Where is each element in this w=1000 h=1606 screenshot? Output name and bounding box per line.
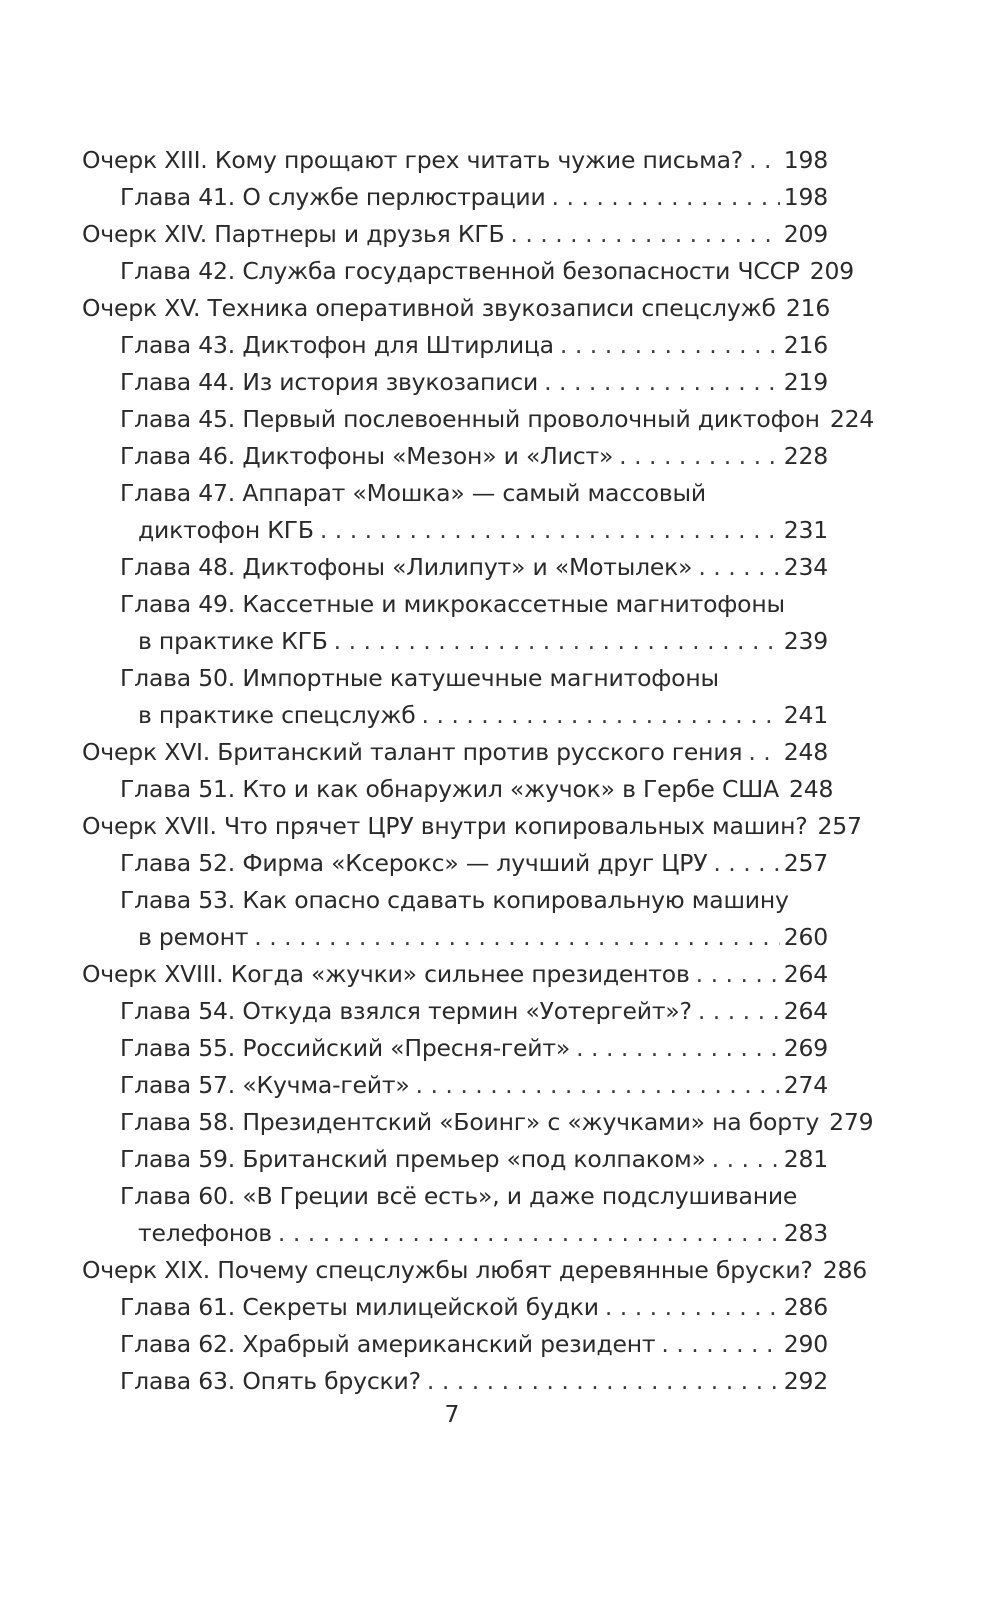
toc-entry-title: Глава 58. Президентский «Боинг» с «жучками» на борту [120,1108,820,1136]
dot-leader [698,549,779,586]
toc-entry-title: Глава 44. Из история звукозаписи [120,368,539,396]
dot-leader [605,1289,780,1326]
dot-leader [427,1363,780,1400]
toc-entry-title: Глава 59. Британский премьер «под колпаком» [120,1145,706,1173]
toc-line [82,771,834,808]
dot-leader [560,327,780,364]
toc-chapter-entry [82,1289,828,1326]
toc-entry-title: Глава 41. О службе перлюстрации [120,183,546,211]
toc-chapter-entry [82,1141,828,1178]
toc-chapter-entry [82,401,875,438]
toc-line [82,1104,874,1141]
toc-chapter-entry [82,475,828,549]
toc-chapter-entry [82,845,828,882]
dot-leader [254,919,779,956]
page-number: 7 [444,1400,460,1428]
toc-page-number: 241 [783,701,828,729]
toc-line [82,697,828,734]
toc-entry-title: Глава 55. Российский «Пресня-гейт» [120,1034,571,1062]
toc-line [82,1141,828,1178]
toc-entry-title: Глава 57. «Кучма-гейт» [120,1071,410,1099]
toc-line [82,808,862,845]
toc-entry-title: Глава 48. Диктофоны «Лилипут» и «Мотылек» [120,553,693,581]
toc-entry-title: Глава 63. Опять бруски? [120,1367,421,1395]
toc-entry-title: Глава 49. Кассетные и микрокассетные магнитофоны [120,590,785,618]
toc-entry-title: телефонов [138,1219,272,1247]
toc-chapter-entry [82,1326,828,1363]
toc-section-entry [82,956,828,993]
toc-line [82,327,828,364]
toc-line [82,956,828,993]
toc-line [82,179,828,216]
toc-entry-title: Глава 46. Диктофоны «Мезон» и «Лист» [120,442,614,470]
toc-line [82,253,855,290]
toc-page-number: 292 [783,1367,828,1395]
toc-line [82,1178,828,1215]
dot-leader [416,1067,780,1104]
toc-entry-title: Очерк XVIII. Когда «жучки» сильнее президентов [82,960,690,988]
dot-leader [278,1215,780,1252]
toc-section-entry [82,734,828,771]
toc-line [82,623,828,660]
toc-entry-title: в практике спецслужб [138,701,416,729]
dot-leader [544,364,780,401]
toc-line [82,1252,867,1289]
dot-leader [712,1141,780,1178]
dot-leader [748,734,779,771]
toc-entry-title: Глава 53. Как опасно сдавать копировальную машину [120,886,789,914]
toc-entry-title: Глава 51. Кто и как обнаружил «жучок» в Гербе США [120,775,779,803]
toc-line [82,993,828,1030]
toc-page-number: 216 [785,294,831,322]
toc-line [82,512,828,549]
toc-line [82,1067,828,1104]
toc-line [82,882,828,919]
toc-entry-title: Глава 52. Фирма «Ксерокс» — лучший друг ЦРУ [120,849,708,877]
toc-line [82,1363,828,1400]
toc-line [82,660,828,697]
toc-entry-title: Глава 43. Диктофон для Штирлица [120,331,554,359]
toc-entry-title: Глава 45. Первый послевоенный проволочный диктофон [120,405,820,433]
dot-leader [552,179,780,216]
toc-page-number: 198 [783,146,828,174]
toc-page-number: 290 [783,1330,828,1358]
toc-page-number: 219 [783,368,828,396]
toc-chapter-entry [82,438,828,475]
toc-entry-title: Глава 62. Храбрый американский резидент [120,1330,656,1358]
toc-chapter-entry [82,1104,874,1141]
table-of-contents [82,142,875,1400]
dot-leader [661,1326,779,1363]
toc-entry-title: Очерк XVI. Британский талант против русского гения [82,738,743,766]
toc-line [82,438,828,475]
dot-leader [713,845,779,882]
toc-entry-title: Глава 50. Импортные катушечные магнитофоны [120,664,719,692]
toc-page-number: 224 [829,405,875,433]
toc-entry-title: Очерк XIX. Почему спецслужбы любят деревянные бруски? [82,1256,813,1284]
toc-page-number: 274 [783,1071,828,1099]
dot-leader [510,216,779,253]
toc-section-entry [82,290,831,327]
toc-entry-title: Глава 60. «В Греции всё есть», и даже подслушивание [120,1182,798,1210]
toc-page-number: 209 [809,257,855,285]
toc-line [82,919,828,956]
toc-line [82,475,828,512]
toc-entry-title: Глава 42. Служба государственной безопасности ЧССР [120,257,800,285]
toc-section-entry [82,1252,867,1289]
toc-chapter-entry [82,586,828,660]
dot-leader [320,512,780,549]
toc-chapter-entry [82,364,828,401]
toc-page-number: 286 [822,1256,867,1284]
toc-chapter-entry [82,882,828,956]
toc-section-entry [82,142,828,179]
toc-page-number: 269 [783,1034,828,1062]
toc-page-number: 239 [783,627,828,655]
toc-entry-title: Очерк XVII. Что прячет ЦРУ внутри копировальных машин? [82,812,808,840]
toc-page-number: 264 [783,960,828,988]
toc-line [82,586,828,623]
toc-page-number: 281 [783,1145,828,1173]
toc-section-entry [82,808,862,845]
toc-chapter-entry [82,1363,828,1400]
toc-chapter-entry [82,1067,828,1104]
toc-chapter-entry [82,253,855,290]
dot-leader [576,1030,780,1067]
toc-page-number: 257 [817,812,862,840]
toc-section-entry [82,216,828,253]
toc-line [82,1215,828,1252]
dot-leader [698,993,780,1030]
toc-line [82,549,828,586]
toc-entry-title: в практике КГБ [138,627,328,655]
toc-page-number: 283 [783,1219,828,1247]
toc-entry-title: Глава 54. Откуда взялся термин «Уотергейт»? [120,997,692,1025]
toc-page-number: 279 [829,1108,874,1136]
toc-entry-title: Очерк XIV. Партнеры и друзья КГБ [82,220,505,248]
toc-page-number: 257 [783,849,828,877]
toc-line [82,845,828,882]
toc-line [82,364,828,401]
toc-line [82,142,828,179]
toc-page-number: 231 [783,516,828,544]
toc-page-number: 216 [783,331,828,359]
toc-page-number: 209 [783,220,828,248]
toc-chapter-entry [82,660,828,734]
toc-chapter-entry [82,327,828,364]
toc-page-number: 264 [783,997,828,1025]
toc-entry-title: Очерк XIII. Кому прощают грех читать чужие письма? [82,146,744,174]
toc-line [82,401,875,438]
toc-page-number: 286 [783,1293,828,1321]
toc-page-number: 248 [783,738,828,766]
toc-chapter-entry [82,549,828,586]
toc-line [82,216,828,253]
dot-leader [422,697,780,734]
dot-leader [619,438,780,475]
toc-chapter-entry [82,771,834,808]
toc-line [82,1326,828,1363]
toc-page-number: 228 [783,442,828,470]
toc-entry-title: Глава 47. Аппарат «Мошка» — самый массовый [120,479,706,507]
toc-page-number: 260 [783,923,828,951]
toc-line [82,290,831,327]
dot-leader [334,623,780,660]
toc-line [82,734,828,771]
toc-chapter-entry [82,179,828,216]
toc-page-number: 248 [788,775,834,803]
toc-line [82,1030,828,1067]
toc-entry-title: Глава 61. Секреты милицейской будки [120,1293,599,1321]
toc-chapter-entry [82,993,828,1030]
toc-entry-title: в ремонт [138,923,249,951]
toc-entry-title: Очерк XV. Техника оперативной звукозаписи спецслужб [82,294,776,322]
dot-leader [749,142,780,179]
toc-entry-title: диктофон КГБ [138,516,314,544]
dot-leader [696,956,780,993]
toc-chapter-entry [82,1030,828,1067]
toc-page-number: 234 [783,553,828,581]
toc-page-number: 198 [783,183,828,211]
toc-chapter-entry [82,1178,828,1252]
toc-line [82,1289,828,1326]
